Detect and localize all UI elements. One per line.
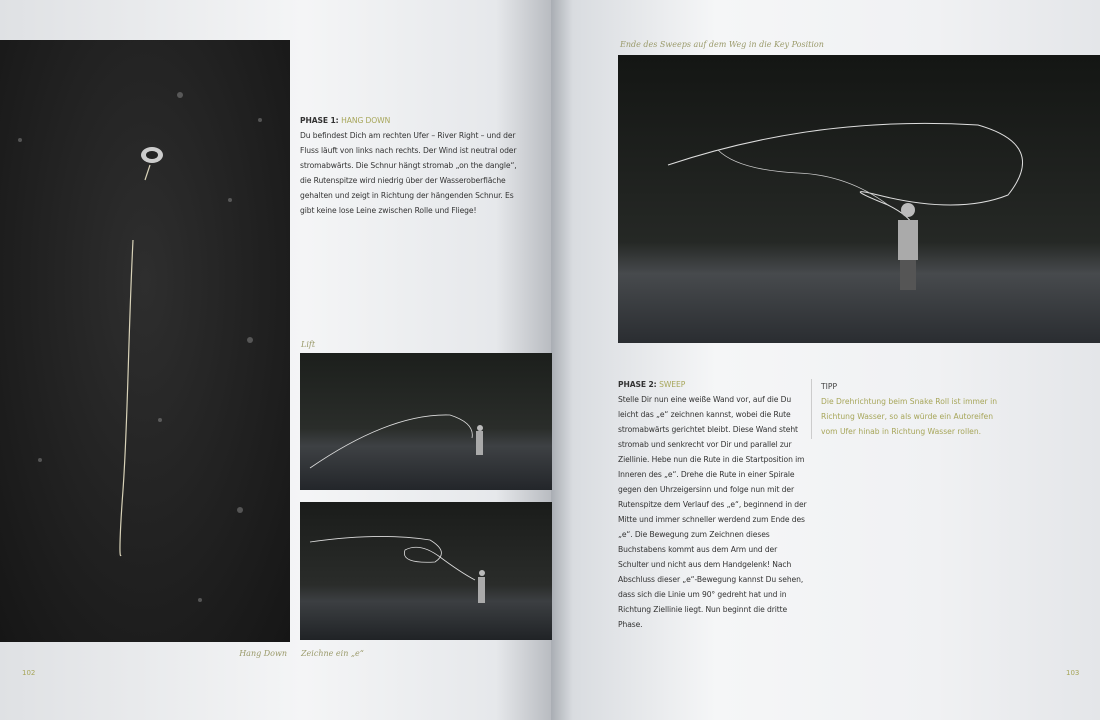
phase-title: HANG DOWN: [341, 116, 391, 125]
phase2-text: Stelle Dir nun eine weiße Wand vor, auf die Du leicht das „e“ zeichnen kannst, wobei die Rute stromabwärts gerichtet bleibt. Diese Wand steht stromab und senkrecht vor Dir und parallel zur Ziellinie. Hebe nun die Rute in die Startposition im Inneren des „e“. Drehe die Rute in einer Spirale gegen den Uhrzeigersinn und folge nun mit der Rutenspitze dem Verlauf des „e“, beginnend in der Mitte und immer schneller werdend zum Ende des „e“. Die Bewegung zum Zeichnen dieses Buchstabens kommt aus dem Arm und der Schulter und nicht aus dem Handgelenk! Nach Abschluss dieser „e“-Bewegung kannst Du sehen, dass sich die Linie um 90° gedreht hat und in Richtung Ziellinie liegt. Nun beginnt die dritte Phase.: [618, 395, 807, 629]
phase1-block: [300, 113, 525, 218]
hang-down-photo: [0, 40, 290, 642]
caption-zeichne: Zeichne ein „e“: [301, 649, 364, 658]
zeichne-photo: [300, 502, 552, 640]
caption-hang-down: Hang Down: [239, 649, 287, 658]
phase2-heading: [618, 377, 810, 392]
phase-title: SWEEP: [659, 380, 686, 389]
tip-box: [811, 379, 1001, 439]
page-number-right: 103: [1066, 669, 1080, 677]
phase1-heading: [300, 113, 525, 128]
tip-title: TIPP: [821, 382, 838, 391]
caption-lift: Lift: [301, 340, 316, 349]
phase-label: PHASE 2:: [618, 380, 657, 389]
tip-text: Die Drehrichtung beim Snake Roll ist immer in Richtung Wasser, so als würde ein Autoreifen vom Ufer hinab in Richtung Wasser rollen.: [821, 397, 998, 436]
phase-label: PHASE 1:: [300, 116, 339, 125]
lift-photo: [300, 353, 552, 490]
page-number-left: 102: [22, 669, 36, 677]
phase1-text: Du befindest Dich am rechten Ufer – River Right – und der Fluss läuft von links nach rechts. Der Wind ist neutral oder stromabwärts. Die Schnur hängt stromab „on the dangle“, die Rutenspitze wird niedrig über der Wasseroberfläche gehalten und zeigt in Richtung der hängenden Schnur. Es gibt keine lose Leine zwischen Rolle und Fliege!: [300, 131, 517, 215]
phase2-block: [618, 377, 810, 632]
caption-top: Ende des Sweeps auf dem Weg in die Key Position: [620, 40, 824, 49]
sweep-photo: [618, 55, 1100, 343]
